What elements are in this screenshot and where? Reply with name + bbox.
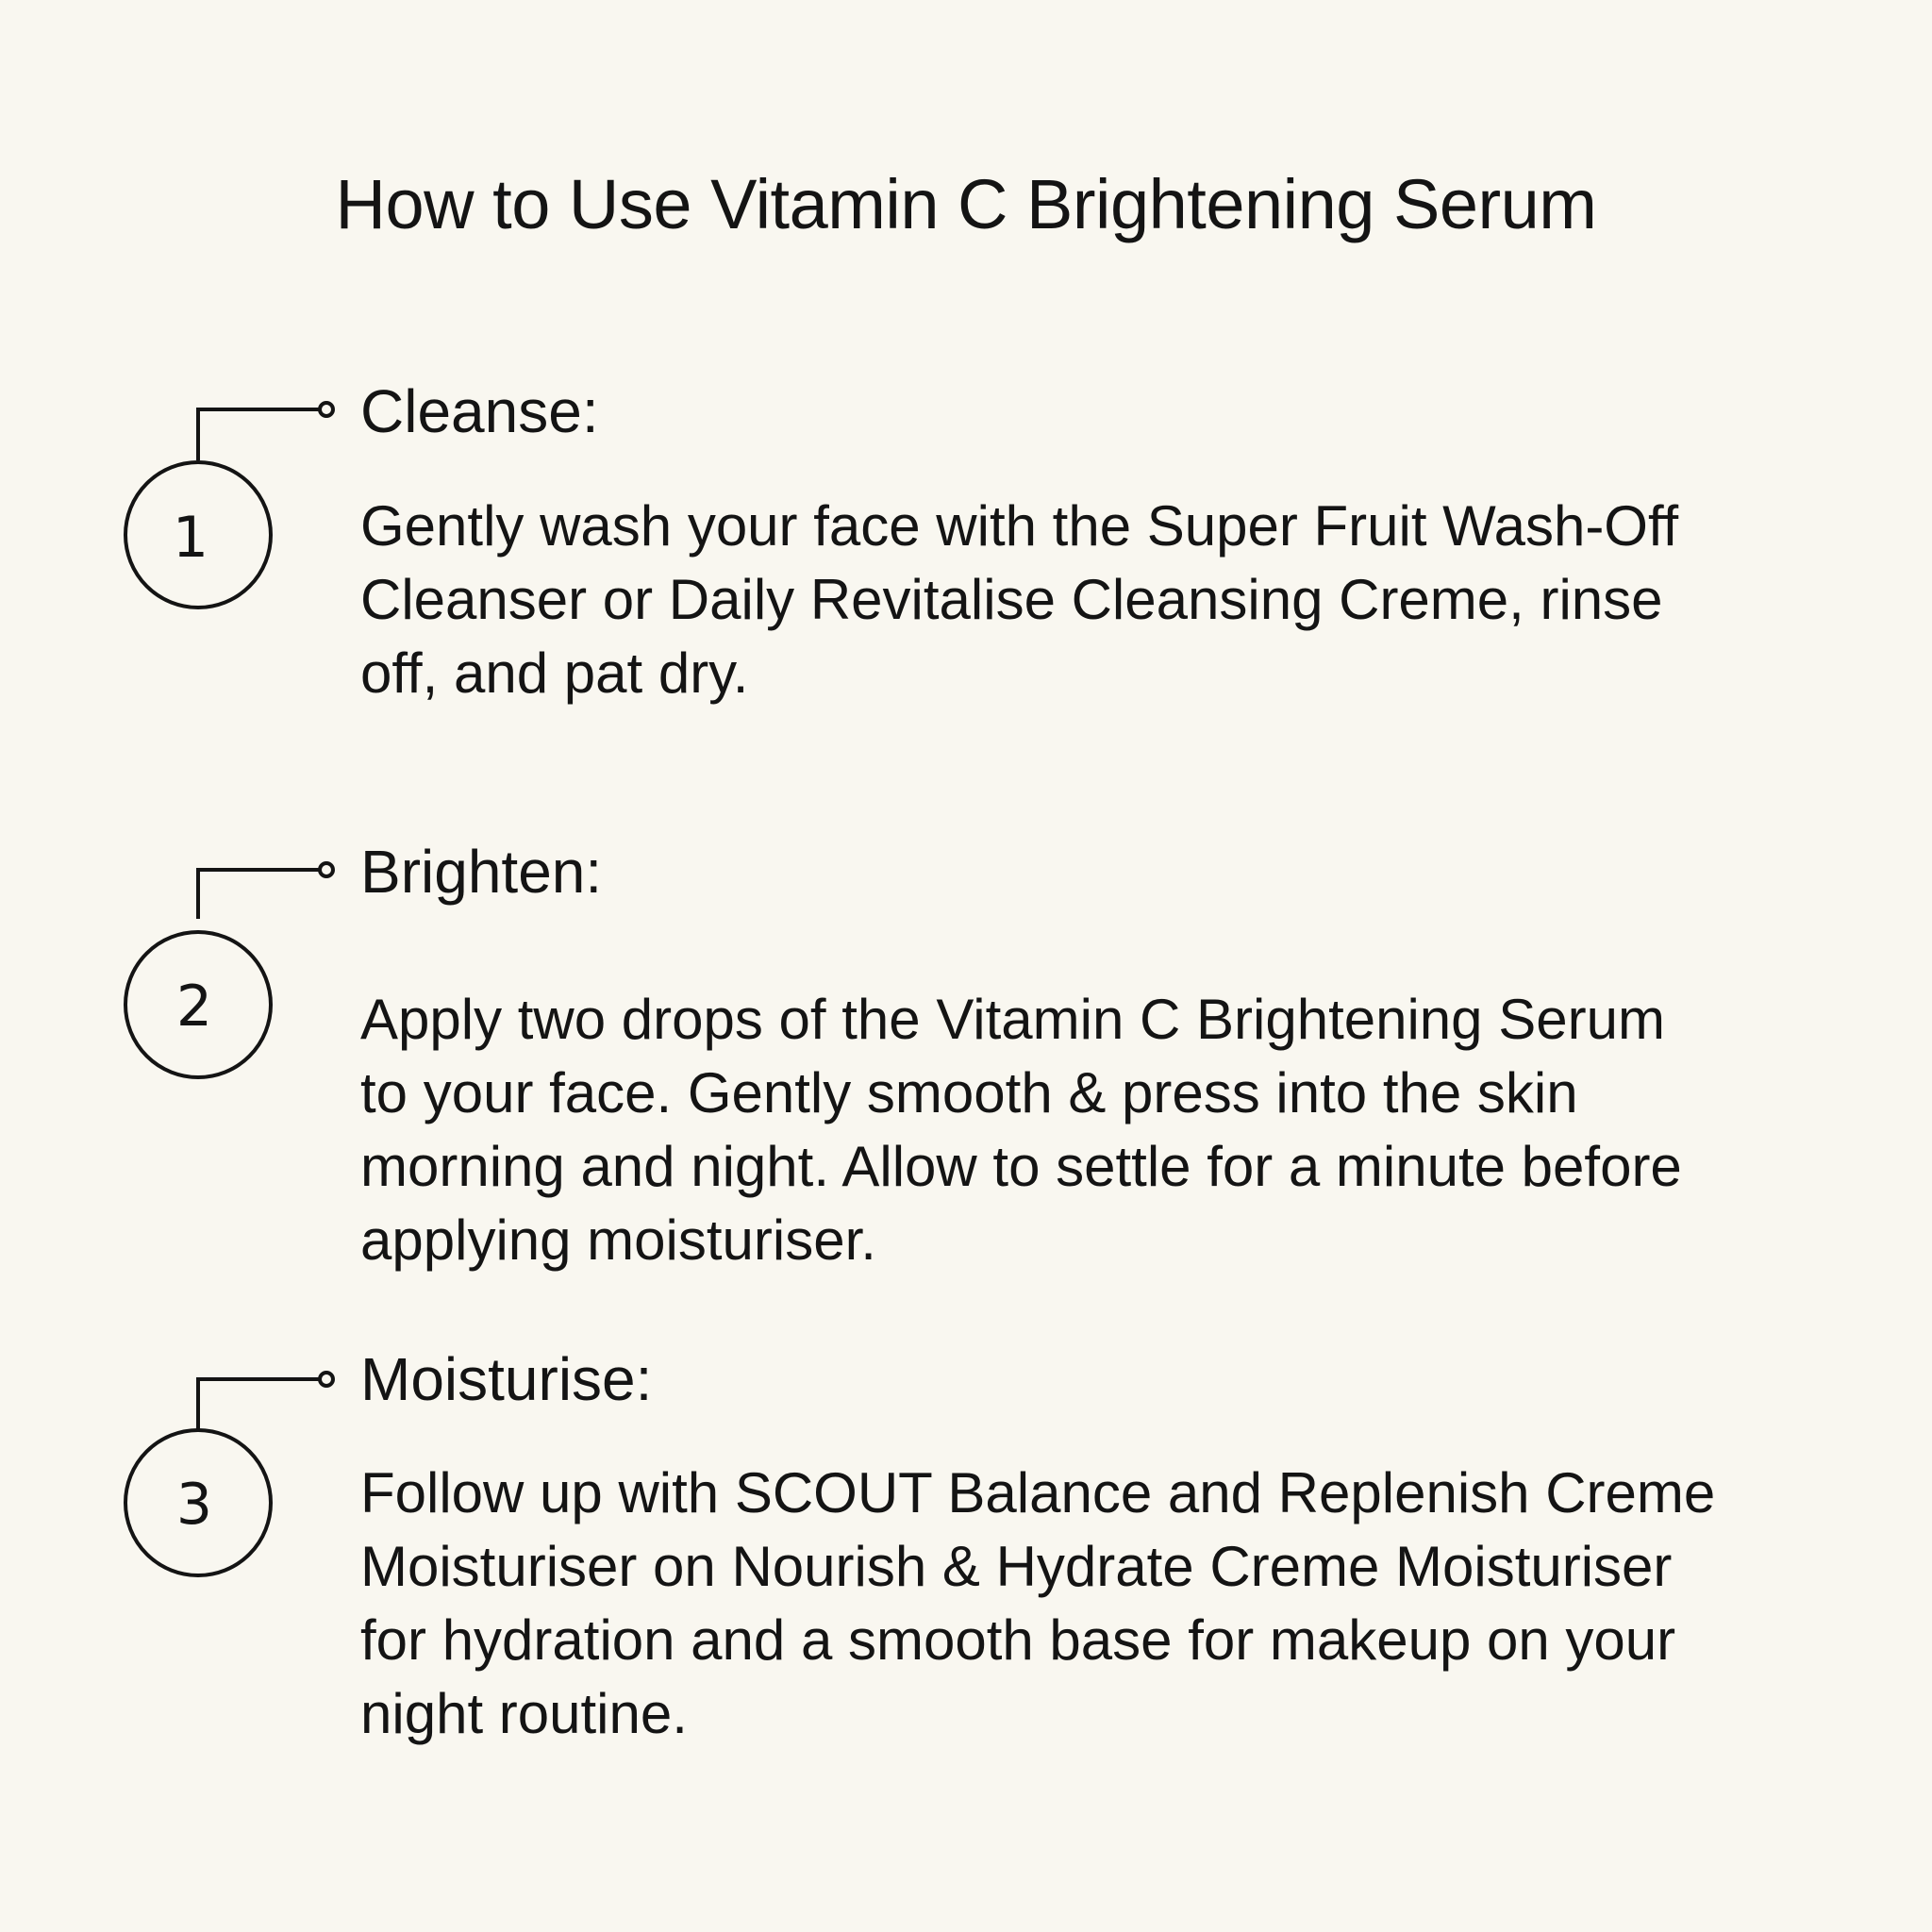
step-3-connector-icon [121,1366,347,1592]
step-2-number: 2 [175,974,213,1040]
step-2-marker [121,857,347,1064]
step-2-heading: Brighten: [360,838,603,906]
step-1-body: Gently wash your face with the Super Fruit Wash-Off Cleanser or Daily Revitalise Cleansing Creme, rinse off, and pat dry. [360,494,1679,705]
page-title: How to Use Vitamin C Brightening Serum [335,165,1597,243]
step-3-number: 3 [175,1472,213,1538]
step-3-body: Follow up with SCOUT Balance and Replenish Creme Moisturiser on Nourish & Hydrate Creme Moisturiser for hydration and a smooth base for makeup on your night routine. [360,1461,1716,1745]
step-1-number: 1 [172,505,209,571]
step-3-heading: Moisturise: [360,1345,653,1413]
step-1-connector-icon [121,396,347,604]
step-3-marker [121,1366,347,1574]
step-2-body: Apply two drops of the Vitamin C Brightening Serum to your face. Gently smooth & press into the skin morning and night. Allow to settle for a minute before applying moisturiser. [360,988,1682,1272]
step-2-connector-icon [121,857,347,1083]
step-1-marker [121,396,347,604]
step-1-heading: Cleanse: [360,377,599,445]
